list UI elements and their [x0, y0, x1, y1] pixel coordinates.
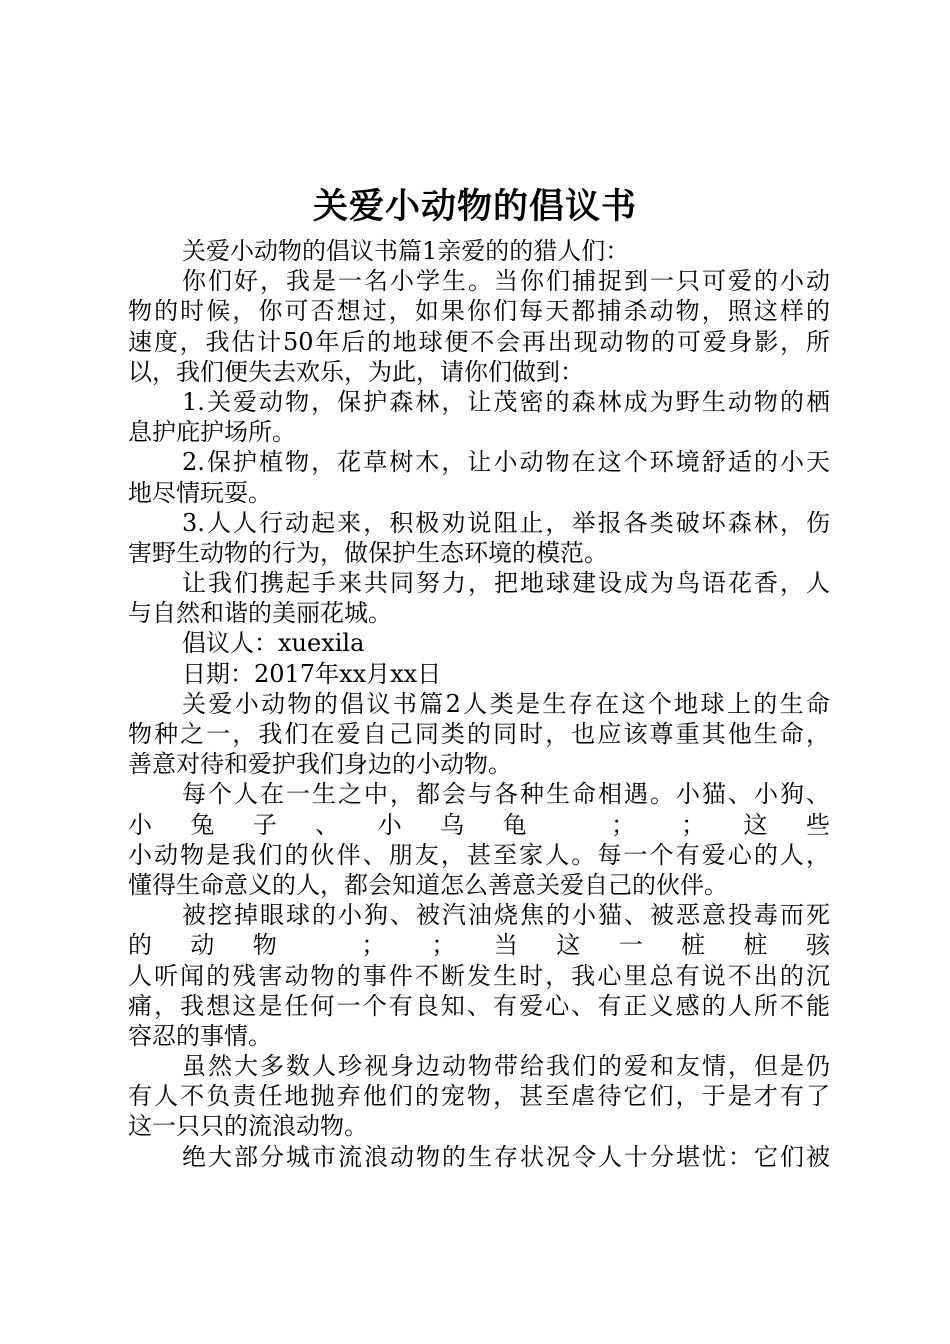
document-title: 关爱小动物的倡议书	[312, 187, 637, 227]
text-line: 让我们携起手来共同努力，把地球建设成为鸟语花香，人	[182, 569, 830, 598]
text-line: 倡议人：xuexila	[182, 629, 365, 658]
text-line: 关爱小动物的倡议书篇2人类是生存在这个地球上的生命	[182, 689, 830, 718]
text-line: 痛，我想这是任何一个有良知、有爱心、有正义感的人所不能	[128, 991, 830, 1020]
text-line: 与自然和谐的美丽花城。	[128, 599, 392, 628]
text-line: 3.人人行动起来，积极劝说阻止，举报各类破坏森林，伤	[182, 508, 830, 537]
text-line: 被挖掉眼球的小狗、被汽油烧焦的小猫、被恶意投毒而死	[182, 901, 830, 930]
text-line: 善意对待和爱护我们身边的小动物。	[128, 750, 512, 779]
text-line: 速度，我估计50年后的地球便不会再出现动物的可爱身影，所	[128, 327, 830, 356]
text-line: 物的时候，你可否想过，如果你们每天都捕杀动物，照这样的	[128, 297, 830, 326]
text-line: 每个人在一生之中，都会与各种生命相遇。小猫、小狗、	[182, 780, 830, 809]
text-line: 有人不负责任地抛弃他们的宠物，甚至虐待它们，于是才有了	[128, 1082, 830, 1111]
text-line: 地尽情玩耍。	[128, 478, 272, 507]
text-line: 物种之一，我们在爱自己同类的同时，也应该尊重其他生命，	[128, 720, 830, 748]
text-line: 日期：2017年xx月xx日	[182, 659, 442, 688]
text-line: 小动物是我们的伙伴、朋友，甚至家人。每一个有爱心的人，	[128, 840, 830, 869]
text-line: 关爱小动物的倡议书篇1亲爱的的猎人们：	[182, 237, 630, 265]
text-line: 虽然大多数人珍视身边动物带给我们的爱和友情，但是仍	[182, 1052, 830, 1081]
text-line: 绝大部分城市流浪动物的生存状况令人十分堪忧：它们被	[182, 1142, 830, 1171]
text-line: 2.保护植物，花草树木，让小动物在这个环境舒适的小天	[182, 448, 830, 477]
text-line: 1.关爱动物，保护森林，让茂密的森林成为野生动物的栖	[182, 387, 830, 416]
text-line: 的动物 ； ；当这一桩桩骇	[128, 931, 830, 960]
text-line: 你们好，我是一名小学生。当你们捕捉到一只可爱的小动	[182, 267, 830, 296]
document-body	[128, 236, 830, 1172]
text-line: 以，我们便失去欢乐，为此，请你们做到：	[128, 357, 584, 386]
text-line: 害野生动物的行为，做保护生态环境的模范。	[128, 538, 608, 567]
text-line: 息护庇护场所。	[128, 418, 296, 447]
text-line: 容忍的事情。	[128, 1021, 272, 1050]
text-line: 小兔子、小乌龟 ； ；这些	[128, 810, 830, 839]
text-line: 人听闻的残害动物的事件不断发生时，我心里总有说不出的沉	[128, 961, 830, 990]
text-line: 懂得生命意义的人，都会知道怎么善意关爱自己的伙伴。	[128, 870, 728, 899]
text-line: 这一只只的流浪动物。	[128, 1112, 368, 1141]
